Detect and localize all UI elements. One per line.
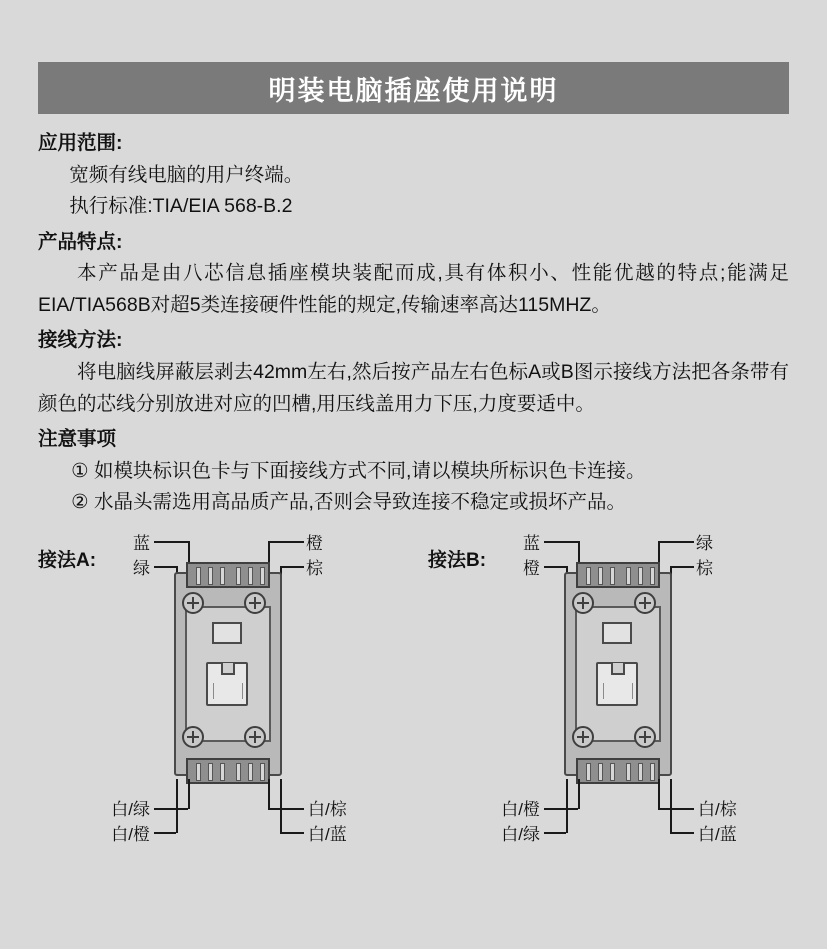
diagram-b-bottom-left-label-2: 白/绿	[501, 824, 540, 844]
diagram-b-bottom-right-label-2: 白/蓝	[698, 824, 737, 844]
diagram-b-bottom-right-label-1: 白/棕	[698, 799, 737, 819]
diagram-a-bottom-right-label-1: 白/棕	[308, 799, 347, 819]
diagram-b-top-right-label-1: 绿	[696, 533, 713, 553]
diagram-a-leader-bl-2-v	[176, 779, 178, 833]
diagram-a-screw-bottom-right	[244, 726, 266, 748]
diagram-b-leader-bl-1-h	[544, 808, 578, 810]
diagram-b-leader-br-1-h	[658, 808, 694, 810]
diagram-b-leader-bl-2-v	[566, 779, 568, 833]
page-title: 明装电脑插座使用说明	[268, 75, 559, 106]
diagram-a-top-right-label-1: 橙	[306, 533, 323, 553]
diagram-b-top-left-label-1: 蓝	[523, 533, 540, 553]
diagram-a-top-clamp	[186, 562, 270, 588]
section-heading-product-features: 产品特点:	[38, 230, 123, 253]
instruction-sheet	[0, 62, 827, 949]
diagram-a-module-window	[212, 622, 242, 644]
wiring-diagram-a	[38, 527, 418, 844]
diagram-a-leader-bl-1-h	[154, 808, 188, 810]
diagram-b-socket-illustration	[558, 560, 678, 788]
diagram-a-leader-br-2-v	[280, 779, 282, 833]
diagram-a-leader-bl-2-h	[154, 832, 176, 834]
diagram-a-bottom-right-label-2: 白/蓝	[308, 824, 347, 844]
diagram-a-screw-top-right	[244, 592, 266, 614]
diagram-b-leader-br-2-h	[670, 832, 694, 834]
diagram-b-leader-tl-1-h	[544, 541, 578, 543]
diagram-b-screw-top-right	[634, 592, 656, 614]
diagram-a-leader-tl-1-h	[154, 541, 188, 543]
diagram-a-leader-br-1-h	[268, 808, 304, 810]
diagram-b-screw-top-left	[572, 592, 594, 614]
diagram-b-leader-br-2-v	[670, 779, 672, 833]
diagram-b-bottom-left-label-1: 白/橙	[501, 799, 540, 819]
diagram-b-screw-bottom-right	[634, 726, 656, 748]
diagram-b-rj45-jack-icon	[596, 662, 638, 706]
diagram-b-leader-tr-1-h	[658, 541, 694, 543]
diagram-b-top-clamp	[576, 562, 660, 588]
note-item-1: ① 如模块标识色卡与下面接线方式不同,请以模块所标识色卡连接。	[71, 459, 646, 482]
diagram-b-top-right-label-2: 棕	[696, 558, 713, 578]
diagram-b-leader-br-1-v	[658, 779, 660, 809]
diagram-a-leader-br-1-v	[268, 779, 270, 809]
diagram-a-leader-br-2-h	[280, 832, 304, 834]
diagram-b-label: 接法B:	[428, 549, 487, 571]
diagram-b-bottom-clamp	[576, 758, 660, 784]
diagram-a-top-left-label-2: 绿	[133, 558, 150, 578]
diagram-b-leader-bl-1-v	[578, 779, 580, 809]
diagram-a-label: 接法A:	[38, 549, 97, 571]
diagram-a-bottom-left-label-2: 白/橙	[111, 824, 150, 844]
application-scope-line-2: 执行标准:TIA/EIA 568-B.2	[69, 195, 293, 218]
wiring-diagram-b	[428, 527, 808, 844]
diagram-a-bottom-clamp	[186, 758, 270, 784]
diagram-a-leader-bl-1-v	[188, 779, 190, 809]
diagram-a-screw-bottom-left	[182, 726, 204, 748]
diagram-a-top-left-label-1: 蓝	[133, 533, 150, 553]
section-heading-notes: 注意事项	[38, 428, 117, 451]
wiring-diagrams	[38, 527, 789, 844]
diagram-a-screw-top-left	[182, 592, 204, 614]
diagram-a-bottom-left-label-1: 白/绿	[111, 799, 150, 819]
page-title-bar	[38, 62, 789, 114]
product-features-paragraph: 本产品是由八芯信息插座模块装配而成,具有体积小、性能优越的特点;能满足EIA/TIA568B对超5类连接硬件性能的规定,传输速率高达115MHZ。	[38, 262, 789, 316]
section-heading-application-scope: 应用范围:	[38, 132, 123, 154]
diagram-a-rj45-jack-icon	[206, 662, 248, 706]
instruction-body	[38, 128, 789, 519]
diagram-b-top-left-label-2: 橙	[523, 558, 540, 578]
diagram-a-socket-illustration	[168, 560, 288, 788]
wiring-method-paragraph: 将电脑线屏蔽层剥去42mm左右,然后按产品左右色标A或B图示接线方法把各条带有颜色的芯线分别放进对应的凹槽,用压线盖用力下压,力度要适中。	[38, 361, 789, 415]
note-item-2: ② 水晶头需选用高品质产品,否则会导致连接不稳定或损坏产品。	[71, 491, 626, 514]
diagram-b-screw-bottom-left	[572, 726, 594, 748]
application-scope-line-1: 宽频有线电脑的用户终端。	[69, 163, 304, 186]
section-heading-wiring-method: 接线方法:	[38, 329, 123, 352]
diagram-b-module-window	[602, 622, 632, 644]
diagram-a-top-right-label-2: 棕	[306, 558, 323, 578]
diagram-b-leader-bl-2-h	[544, 832, 566, 834]
diagram-a-leader-tr-1-h	[268, 541, 304, 543]
